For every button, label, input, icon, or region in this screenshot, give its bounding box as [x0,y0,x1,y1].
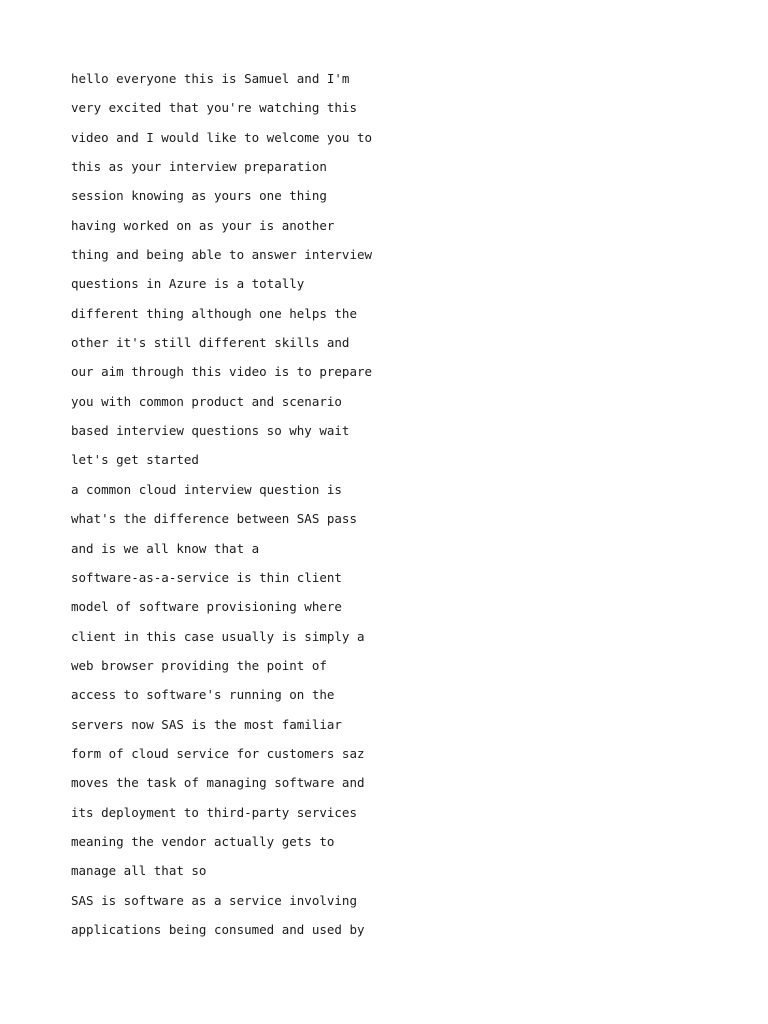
text-line: servers now SAS is the most familiar [71,716,342,732]
transcript-text [71,64,372,944]
text-line: applications being consumed and used by [71,921,365,937]
text-line: other it's still different skills and [71,335,350,351]
text-line: you with common product and scenario [71,393,342,409]
text-line: our aim through this video is to prepare [71,364,373,380]
text-line: software-as-a-service is thin client [71,569,342,585]
text-line: different thing although one helps the [71,305,357,321]
text-line: a common cloud interview question is [71,481,342,497]
text-line: and is we all know that a [71,540,260,556]
text-line: this as your interview preparation [71,159,327,175]
text-line: having worked on as your is another [71,217,335,233]
text-line: questions in Azure is a totally [71,276,305,292]
text-line: moves the task of managing software and [71,775,365,791]
text-line: client in this case usually is simply a [71,628,365,644]
text-line: let's get started [71,452,199,468]
text-line: form of cloud service for customers saz [71,745,365,761]
text-line: meaning the vendor actually gets to [71,833,335,849]
text-line: what's the difference between SAS pass [71,511,357,527]
text-line: SAS is software as a service involving [71,892,357,908]
text-line: based interview questions so why wait [71,423,350,439]
text-line: very excited that you're watching this [71,100,357,116]
text-line: video and I would like to welcome you to [71,129,373,145]
text-line: access to software's running on the [71,687,335,703]
text-line: thing and being able to answer interview [71,247,373,263]
text-line: manage all that so [71,863,207,879]
text-line: hello everyone this is Samuel and I'm [71,71,350,86]
text-line: session knowing as yours one thing [71,188,327,204]
text-line: its deployment to third-party services [71,804,357,820]
text-line: model of software provisioning where [71,599,342,615]
text-line: web browser providing the point of [71,657,327,673]
